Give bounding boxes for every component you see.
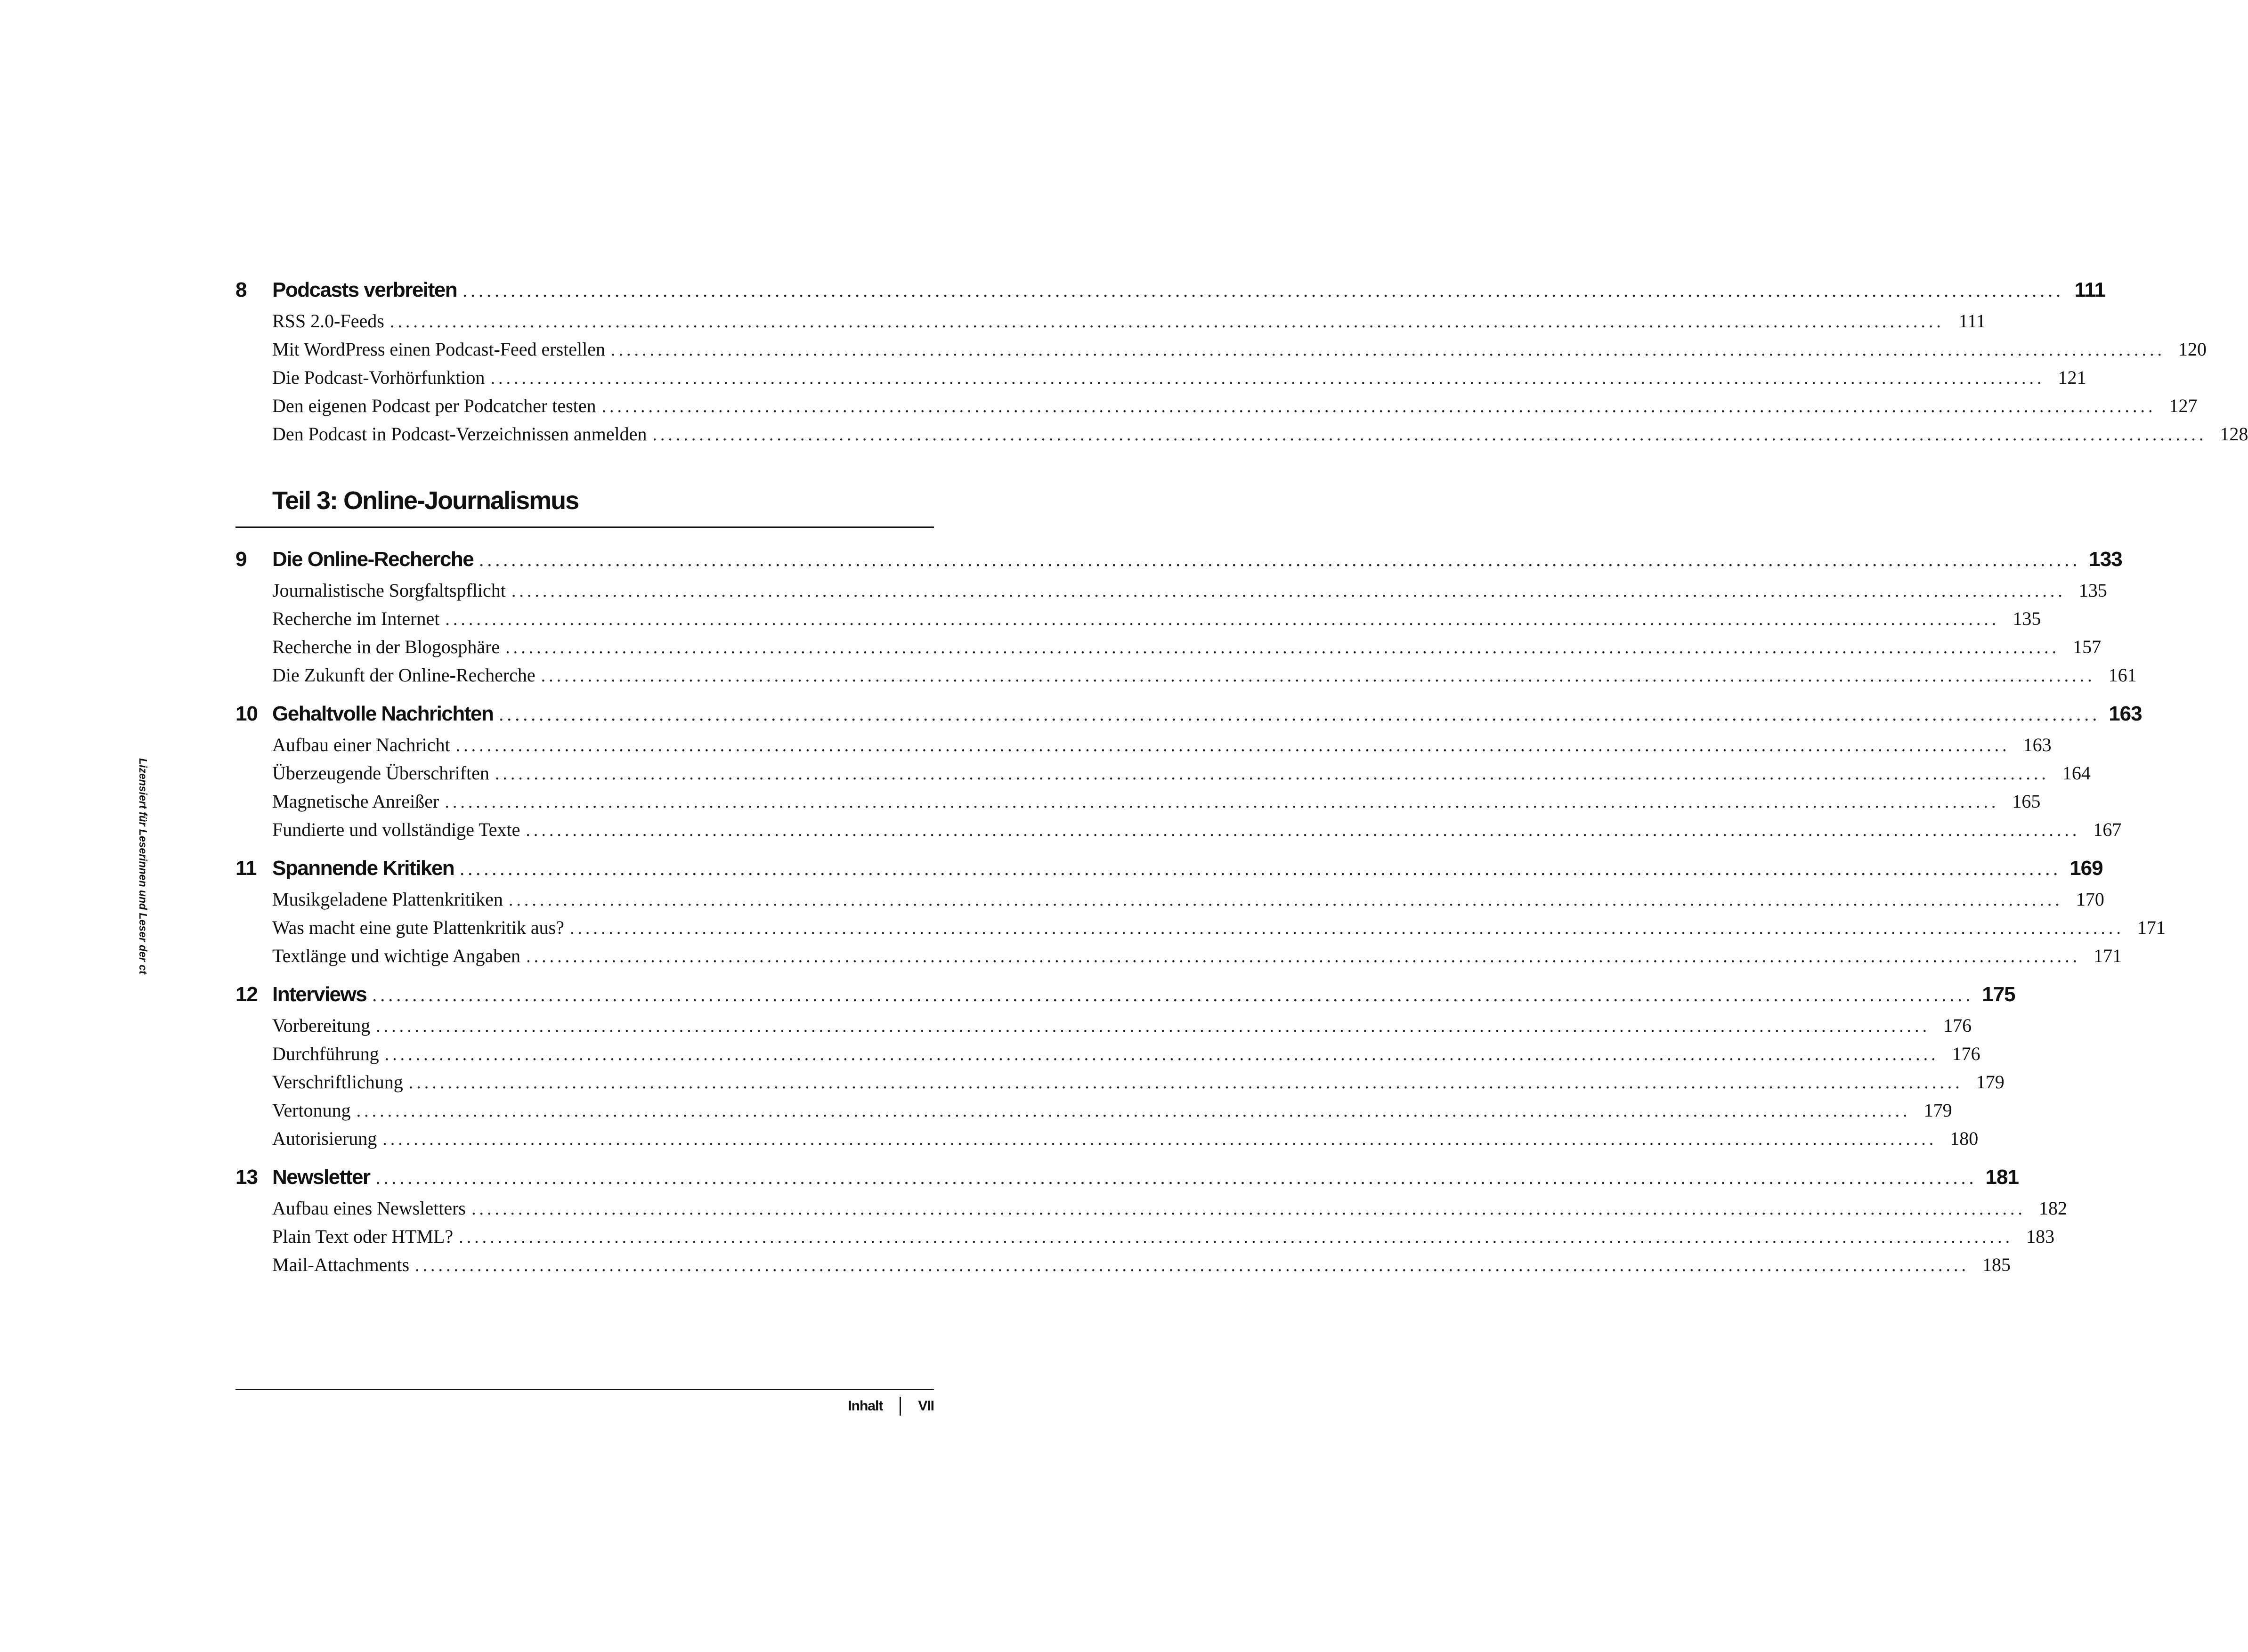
toc-section[interactable]	[235, 816, 2122, 844]
toc-section[interactable]	[235, 1125, 1979, 1153]
footer-label: Inhalt	[848, 1398, 883, 1414]
toc-section[interactable]	[235, 1223, 2055, 1251]
section-page: 121	[2058, 367, 2086, 388]
section-page: 127	[2169, 395, 2198, 416]
dot-leader: ........................................................................................................................................................................................................	[526, 947, 2081, 966]
dot-leader: ........................................................................................................................................................................................................	[495, 764, 2049, 784]
dot-leader: ........................................................................................................................................................................................................	[479, 549, 2081, 570]
section-title: Durchführung	[272, 1043, 379, 1064]
toc-section[interactable]	[235, 576, 2107, 605]
dot-leader: ........................................................................................................................................................................................................	[356, 1101, 1911, 1121]
toc-section[interactable]	[235, 420, 2248, 448]
section-title: Verschriftlichung	[272, 1071, 403, 1093]
section-page: 179	[1923, 1100, 1952, 1121]
section-title: Die Zukunft der Online-Recherche	[272, 664, 536, 686]
dot-leader: ........................................................................................................................................................................................................	[541, 666, 2095, 686]
dot-leader: ........................................................................................................................................................................................................	[415, 1255, 1970, 1275]
section-title: Autorisierung	[272, 1128, 377, 1149]
toc-chapter-13[interactable]	[235, 1160, 2019, 1194]
dot-leader: ........................................................................................................................................................................................................	[526, 820, 2080, 840]
section-title: Textlänge und wichtige Angaben	[272, 945, 521, 966]
section-title: Die Podcast-Vorhörfunktion	[272, 367, 485, 388]
dot-leader: ........................................................................................................................................................................................................	[382, 1129, 1937, 1149]
dot-leader: ........................................................................................................................................................................................................	[460, 858, 2061, 879]
table-of-contents	[235, 273, 2248, 1279]
dot-leader: ........................................................................................................................................................................................................	[569, 918, 2124, 938]
toc-section[interactable]	[235, 1251, 2011, 1279]
toc-section[interactable]	[235, 335, 2207, 364]
section-page: 161	[2108, 664, 2137, 686]
chapter-number: 11	[235, 857, 257, 880]
chapter-number: 8	[235, 278, 247, 301]
chapter-page: 169	[2069, 857, 2103, 880]
section-title: Magnetische Anreißer	[272, 791, 439, 812]
section-page: 135	[2078, 580, 2107, 601]
section-title: Den eigenen Podcast per Podcatcher testen	[272, 395, 596, 416]
section-page: 157	[2073, 636, 2102, 657]
section-title: Recherche in der Blogosphäre	[272, 636, 500, 657]
section-page: 165	[2012, 791, 2041, 812]
dot-leader: ........................................................................................................................................................................................................	[375, 1167, 1977, 1188]
chapter-title: Newsletter	[272, 1166, 370, 1189]
dot-leader: ........................................................................................................................................................................................................	[499, 704, 2101, 725]
toc-section[interactable]	[235, 633, 2102, 661]
section-page: 179	[1976, 1071, 2005, 1093]
chapter-number: 10	[235, 702, 258, 725]
dot-leader: ........................................................................................................................................................................................................	[445, 609, 2000, 629]
toc-section[interactable]	[235, 1194, 2067, 1223]
chapter-page: 181	[1985, 1166, 2019, 1189]
toc-chapter-8[interactable]	[235, 273, 2106, 307]
page-footer	[848, 1397, 934, 1416]
chapter-title: Interviews	[272, 983, 367, 1006]
section-title: Plain Text oder HTML?	[272, 1226, 454, 1247]
chapter-number: 13	[235, 1166, 258, 1189]
part-divider	[235, 526, 934, 528]
dot-leader: ........................................................................................................................................................................................................	[445, 792, 1999, 812]
section-page: 170	[2076, 889, 2104, 910]
section-page: 135	[2013, 608, 2041, 629]
chapter-number: 12	[235, 983, 258, 1006]
toc-section[interactable]	[235, 605, 2041, 633]
section-page: 164	[2062, 762, 2091, 784]
part-title: Teil 3: Online-Journalismus	[272, 486, 579, 515]
section-title: Was macht eine gute Plattenkritik aus?	[272, 917, 564, 938]
dot-leader: ........................................................................................................................................................................................................	[471, 1199, 2026, 1219]
toc-chapter-10[interactable]	[235, 697, 2142, 731]
toc-section[interactable]	[235, 942, 2122, 970]
dot-leader: ........................................................................................................................................................................................................	[463, 280, 2064, 301]
chapter-title: Spannende Kritiken	[272, 857, 454, 880]
section-title: Mit WordPress einen Podcast-Feed erstellen	[272, 339, 606, 360]
part-heading	[235, 472, 934, 543]
toc-chapter-12[interactable]	[235, 978, 2015, 1012]
footer-divider	[235, 1389, 934, 1390]
toc-section[interactable]	[235, 731, 2052, 759]
toc-section[interactable]	[235, 1068, 2005, 1096]
dot-leader: ........................................................................................................................................................................................................	[505, 638, 2060, 657]
section-page: 176	[1952, 1043, 1980, 1064]
toc-section[interactable]	[235, 661, 2137, 689]
dot-leader: ........................................................................................................................................................................................................	[490, 368, 2045, 388]
section-page: 171	[2094, 945, 2122, 966]
section-title: Aufbau eines Newsletters	[272, 1198, 466, 1219]
dot-leader: ........................................................................................................................................................................................................	[390, 312, 1944, 332]
dot-leader: ........................................................................................................................................................................................................	[652, 425, 2207, 445]
dot-leader: ........................................................................................................................................................................................................	[372, 984, 1974, 1005]
section-title: Vertonung	[272, 1100, 351, 1121]
chapter-page: 163	[2109, 702, 2142, 725]
section-title: RSS 2.0-Feeds	[272, 310, 384, 332]
section-page: 183	[2026, 1226, 2055, 1247]
dot-leader: ........................................................................................................................................................................................................	[459, 1227, 2013, 1247]
dot-leader: ........................................................................................................................................................................................................	[455, 736, 2010, 755]
toc-chapter-11[interactable]	[235, 851, 2103, 885]
section-page: 180	[1950, 1128, 1979, 1149]
chapter-page: 133	[2089, 548, 2122, 571]
dot-leader: ........................................................................................................................................................................................................	[508, 890, 2063, 910]
toc-section[interactable]	[235, 914, 2166, 942]
license-note: Lizensiert für Leserinnen und Leser der ct	[137, 758, 149, 974]
section-page: 128	[2220, 423, 2248, 445]
footer-page-number: VII	[918, 1398, 934, 1414]
section-title: Vorbereitung	[272, 1015, 371, 1036]
footer-separator	[900, 1397, 901, 1416]
chapter-title: Gehaltvolle Nachrichten	[272, 702, 494, 725]
dot-leader: ........................................................................................................................................................................................................	[376, 1016, 1931, 1036]
chapter-title: Die Online-Recherche	[272, 548, 474, 571]
dot-leader: ........................................................................................................................................................................................................	[384, 1045, 1939, 1064]
chapter-page: 175	[1982, 983, 2015, 1006]
section-title: Mail-Attachments	[272, 1254, 410, 1275]
toc-section[interactable]	[235, 364, 2086, 392]
section-page: 120	[2178, 339, 2207, 360]
section-page: 171	[2137, 917, 2166, 938]
toc-section[interactable]	[235, 1040, 1980, 1068]
section-page: 182	[2038, 1198, 2067, 1219]
toc-section[interactable]	[235, 787, 2041, 816]
section-title: Überzeugende Überschriften	[272, 762, 489, 784]
toc-section[interactable]	[235, 392, 2198, 420]
section-page: 185	[1982, 1254, 2011, 1275]
dot-leader: ........................................................................................................................................................................................................	[601, 397, 2156, 416]
toc-section[interactable]	[235, 1012, 1972, 1040]
dot-leader: ........................................................................................................................................................................................................	[511, 581, 2066, 601]
section-page: 163	[2023, 734, 2052, 755]
chapter-number: 9	[235, 548, 247, 571]
section-page: 111	[1958, 310, 1986, 332]
section-title: Journalistische Sorgfaltspflicht	[272, 580, 506, 601]
dot-leader: ........................................................................................................................................................................................................	[408, 1073, 1963, 1093]
section-page: 176	[1943, 1015, 1972, 1036]
dot-leader: ........................................................................................................................................................................................................	[611, 340, 2166, 360]
chapter-title: Podcasts verbreiten	[272, 278, 457, 301]
section-title: Fundierte und vollständige Texte	[272, 819, 520, 840]
toc-section[interactable]	[235, 885, 2104, 914]
section-title: Den Podcast in Podcast-Verzeichnissen anmelden	[272, 423, 647, 445]
chapter-page: 111	[2074, 278, 2106, 301]
section-title: Aufbau einer Nachricht	[272, 734, 450, 755]
toc-section[interactable]	[235, 759, 2091, 787]
toc-chapter-9[interactable]	[235, 543, 2122, 576]
toc-section[interactable]	[235, 307, 1986, 335]
section-page: 167	[2093, 819, 2122, 840]
section-title: Musikgeladene Plattenkritiken	[272, 889, 503, 910]
toc-section[interactable]	[235, 1096, 1952, 1125]
section-title: Recherche im Internet	[272, 608, 440, 629]
